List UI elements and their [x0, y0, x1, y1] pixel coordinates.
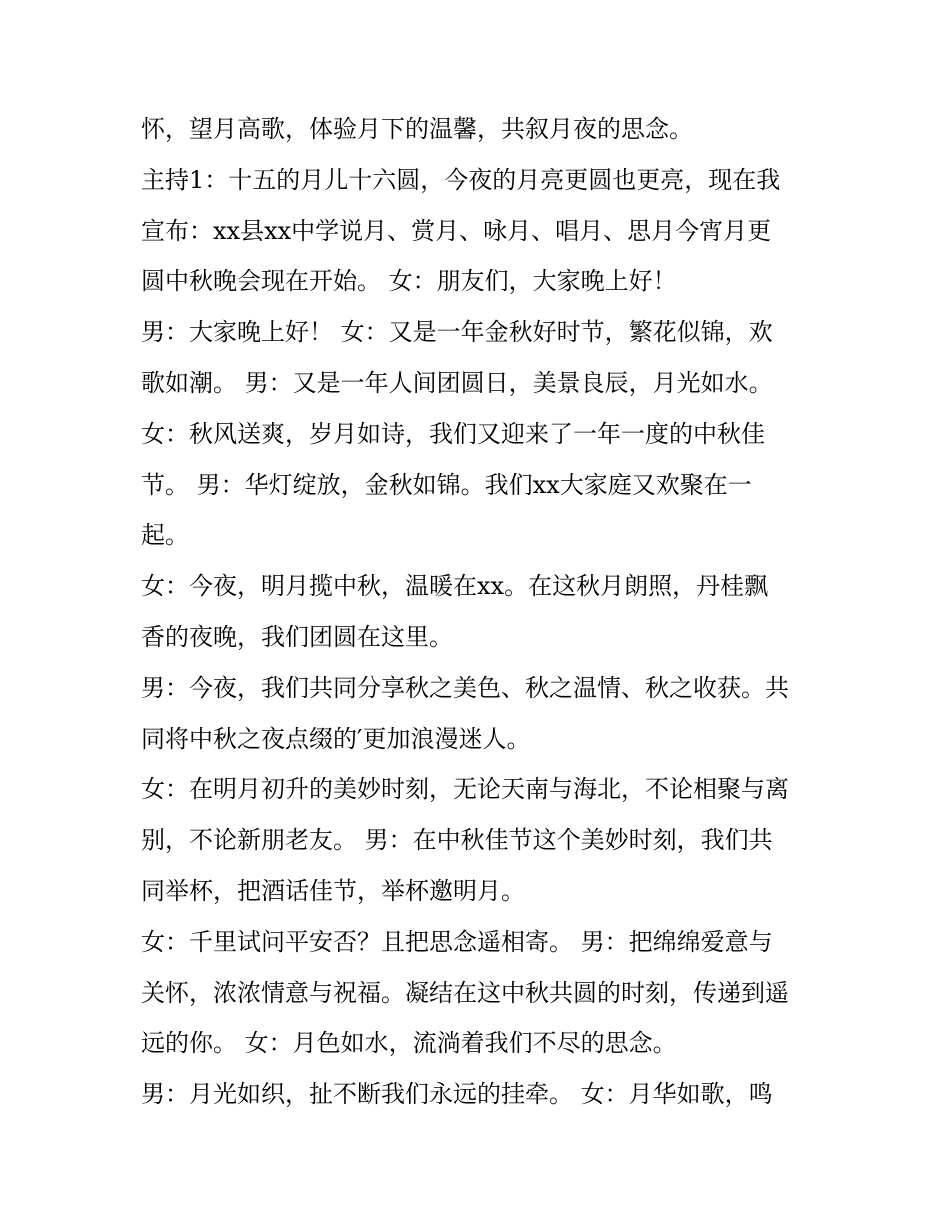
text-line: 同将中秋之夜点缀的′更加浪漫迷人。 [141, 724, 531, 753]
text-line: 起。 [141, 521, 189, 550]
text-line: 宣布：xx县xx中学说月、赏月、咏月、唱月、思月今宵月更 [141, 216, 772, 245]
text-line: 节。 男：华灯绽放，金秋如锦。我们xx大家庭又欢聚在一 [141, 470, 752, 499]
text-line: 关怀，浓浓情意与祝福。凝结在这中秋共圆的时刻，传递到遥 [141, 978, 789, 1007]
document-body [141, 109, 821, 1125]
text-line: 圆中秋晚会现在开始。 女：朋友们，大家晚上好！ [141, 267, 677, 296]
text-line: 男：今夜，我们共同分享秋之美色、秋之温情、秋之收获。共 [141, 673, 789, 702]
text-line: 别，不论新朋老友。 男：在中秋佳节这个美妙时刻，我们共 [141, 826, 773, 855]
text-line: 主持1：十五的月儿十六圆，今夜的月亮更圆也更亮，现在我 [141, 165, 781, 194]
text-line: 女：今夜，明月揽中秋，温暖在xx。在这秋月朗照，丹桂飘 [141, 572, 769, 601]
text-line: 男：月光如织，扯不断我们永远的挂牵。 女：月华如歌，鸣 [141, 1080, 773, 1109]
text-line: 女：千里试问平安否？且把思念遥相寄。 男：把绵绵爱意与 [141, 927, 773, 956]
text-line: 女：秋风送爽，岁月如诗，我们又迎来了一年一度的中秋佳 [141, 419, 765, 448]
text-line: 男：大家晚上好！ 女：又是一年金秋好时节，繁花似锦，欢 [141, 318, 773, 347]
text-line: 同举杯，把酒话佳节，举杯邀明月。 [141, 876, 525, 905]
text-line: 歌如潮。 男：又是一年人间团圆日，美景良辰，月光如水。 [141, 368, 773, 397]
text-line: 远的你。 女：月色如水，流淌着我们不尽的思念。 [141, 1029, 677, 1058]
text-line: 香的夜晚，我们团圆在这里。 [141, 622, 453, 651]
text-line: 怀，望月高歌，体验月下的温馨，共叙月夜的思念。 [141, 115, 693, 143]
text-line: 女：在明月初升的美妙时刻，无论天南与海北，不论相聚与离 [141, 775, 789, 804]
